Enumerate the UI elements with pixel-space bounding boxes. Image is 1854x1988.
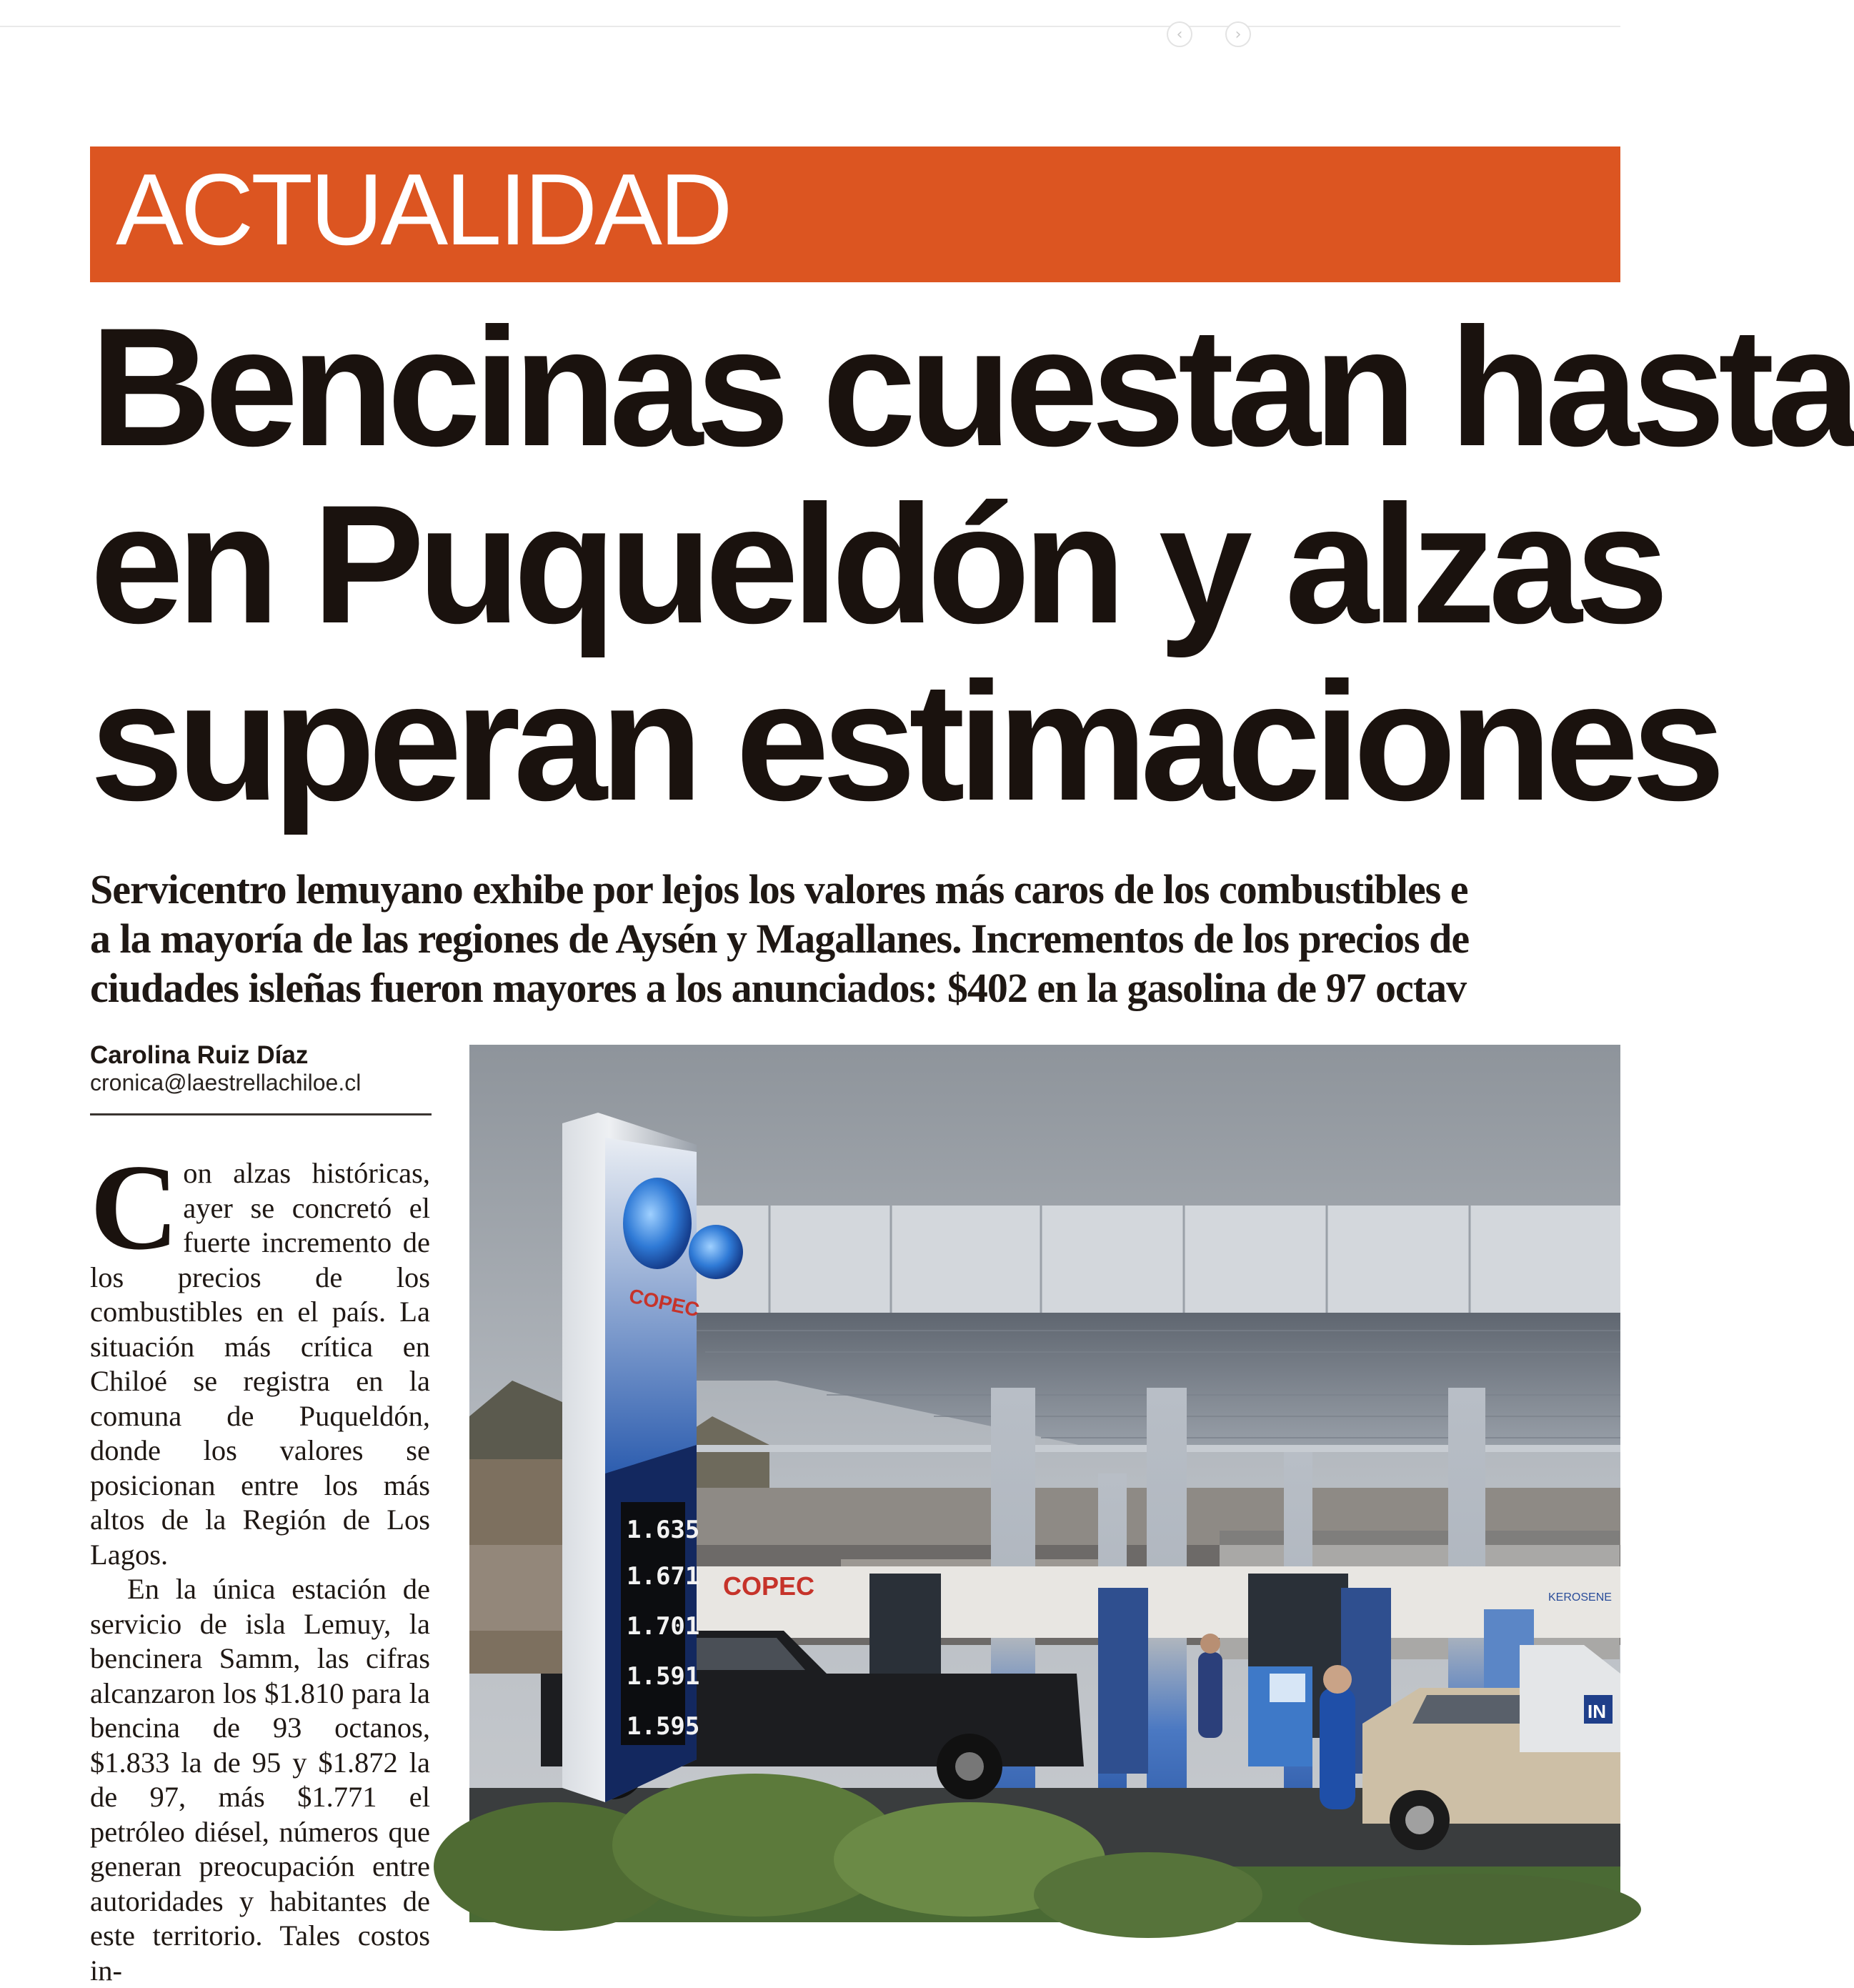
subheadline-line-3: ciudades isleñas fueron mayores a los anunciados: $402 en la gasolina de 97 octav [90, 965, 1467, 1011]
next-page-button[interactable]: › [1225, 21, 1251, 47]
subheadline-line-2: a la mayoría de las regiones de Aysén y Magallanes. Incrementos de los precios de [90, 915, 1470, 962]
viewer-top-bar [0, 0, 1620, 27]
canopy-fascia [684, 1206, 1620, 1313]
headline-line-2: en Puqueldón y alzas [90, 470, 1662, 659]
shop-sign-brand: COPEC [723, 1571, 815, 1601]
author-email: cronica@laestrellachiloe.cl [90, 1070, 362, 1095]
kerosene-label: KEROSENE [1548, 1591, 1612, 1604]
drop-cap: C [90, 1140, 179, 1276]
byline-divider [90, 1113, 432, 1115]
author-name: Carolina Ruiz Díaz [90, 1041, 309, 1069]
paragraph-1 [90, 1140, 430, 1572]
headline [90, 293, 1854, 836]
subheadline-line-1: Servicentro lemuyano exhibe por lejos los valores más caros de los combustibles e [90, 866, 1468, 913]
gas-station-photo [469, 1045, 1620, 1922]
van-label: IN [1588, 1701, 1606, 1722]
price-4: 1.591 [627, 1662, 700, 1691]
price-1: 1.635 [627, 1516, 700, 1544]
section-header-band [90, 146, 1620, 282]
price-3: 1.701 [627, 1612, 700, 1641]
paragraph-2: En la única estación de servicio de isla Lemuy, la bencinera Samm, las cifras alcanzaron los $1.810 para la bencina de 93 octanos, $1.833 la de 95 y $1.872 la de 97, más $1.771 el petróleo diésel, números que generan preocupación entre autoridades y habitantes de este territorio. Tales costos in- [90, 1573, 430, 1987]
paragraph-1-text: on alzas históricas, ayer se concretó el fuerte incremento de los precios de los combustibles en el país. La situación más crítica en Chiloé se registra en la comuna de Puqueldón, donde los valores se posicionan entre los más altos de la Región de Los Lagos. [90, 1157, 430, 1571]
section-label: ACTUALIDAD [116, 153, 730, 267]
headline-line-1: Bencinas cuestan hasta [90, 293, 1854, 482]
headline-line-3: superan estimaciones [90, 647, 1719, 836]
article-body [90, 1140, 430, 1988]
pylon-brand: COPEC [627, 1284, 702, 1321]
copec-globe-logo [623, 1178, 692, 1269]
price-2: 1.671 [627, 1562, 700, 1591]
byline [90, 1042, 432, 1096]
previous-page-button[interactable]: ‹ [1167, 21, 1192, 47]
price-5: 1.595 [627, 1712, 700, 1741]
subheadline [90, 865, 1805, 1013]
